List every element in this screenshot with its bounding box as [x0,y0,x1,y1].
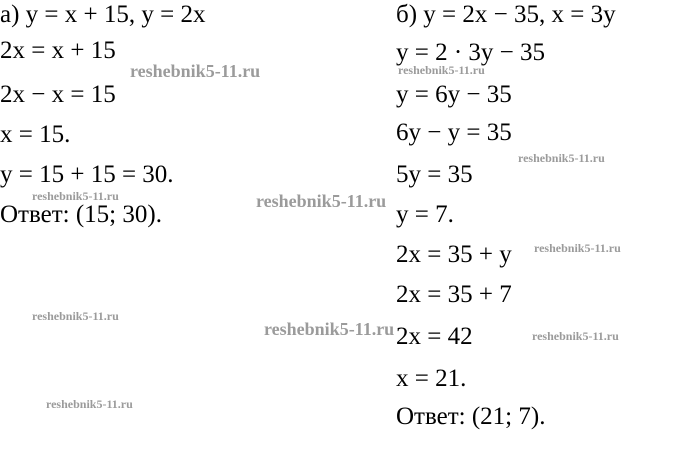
right-line-9: 2x = 42 [396,323,473,350]
right-line-1: б) y = 2x − 35, x = 3y [396,1,616,28]
answer-right: Ответ: (21; 7). [396,403,546,430]
watermark: reshebnik5-11.ru [46,397,133,411]
right-line-7: 2x = 35 + y [396,241,512,268]
watermark: reshebnik5-11.ru [32,189,119,203]
left-line-5: y = 15 + 15 = 30. [0,161,174,188]
right-line-8: 2x = 35 + 7 [396,281,512,308]
right-line-5: 5y = 35 [396,161,473,188]
left-line-2: 2x = x + 15 [0,37,116,64]
left-line-3: 2x − x = 15 [0,81,116,108]
right-line-3: y = 6y − 35 [396,81,512,108]
watermark: reshebnik5-11.ru [534,241,621,255]
watermark: reshebnik5-11.ru [130,61,261,81]
watermark: reshebnik5-11.ru [398,63,485,77]
watermark: reshebnik5-11.ru [256,191,387,211]
left-line-4: x = 15. [0,121,71,148]
watermark: reshebnik5-11.ru [518,151,605,165]
right-line-6: y = 7. [396,201,454,228]
right-line-4: 6y − y = 35 [396,119,512,146]
watermark: reshebnik5-11.ru [532,329,619,343]
watermark: reshebnik5-11.ru [264,319,395,339]
right-line-10: x = 21. [396,365,467,392]
watermark: reshebnik5-11.ru [32,309,119,323]
left-line-1: а) y = x + 15, y = 2x [0,1,206,28]
right-line-2: y = 2 · 3y − 35 [396,39,546,66]
answer-left: Ответ: (15; 30). [0,201,162,228]
